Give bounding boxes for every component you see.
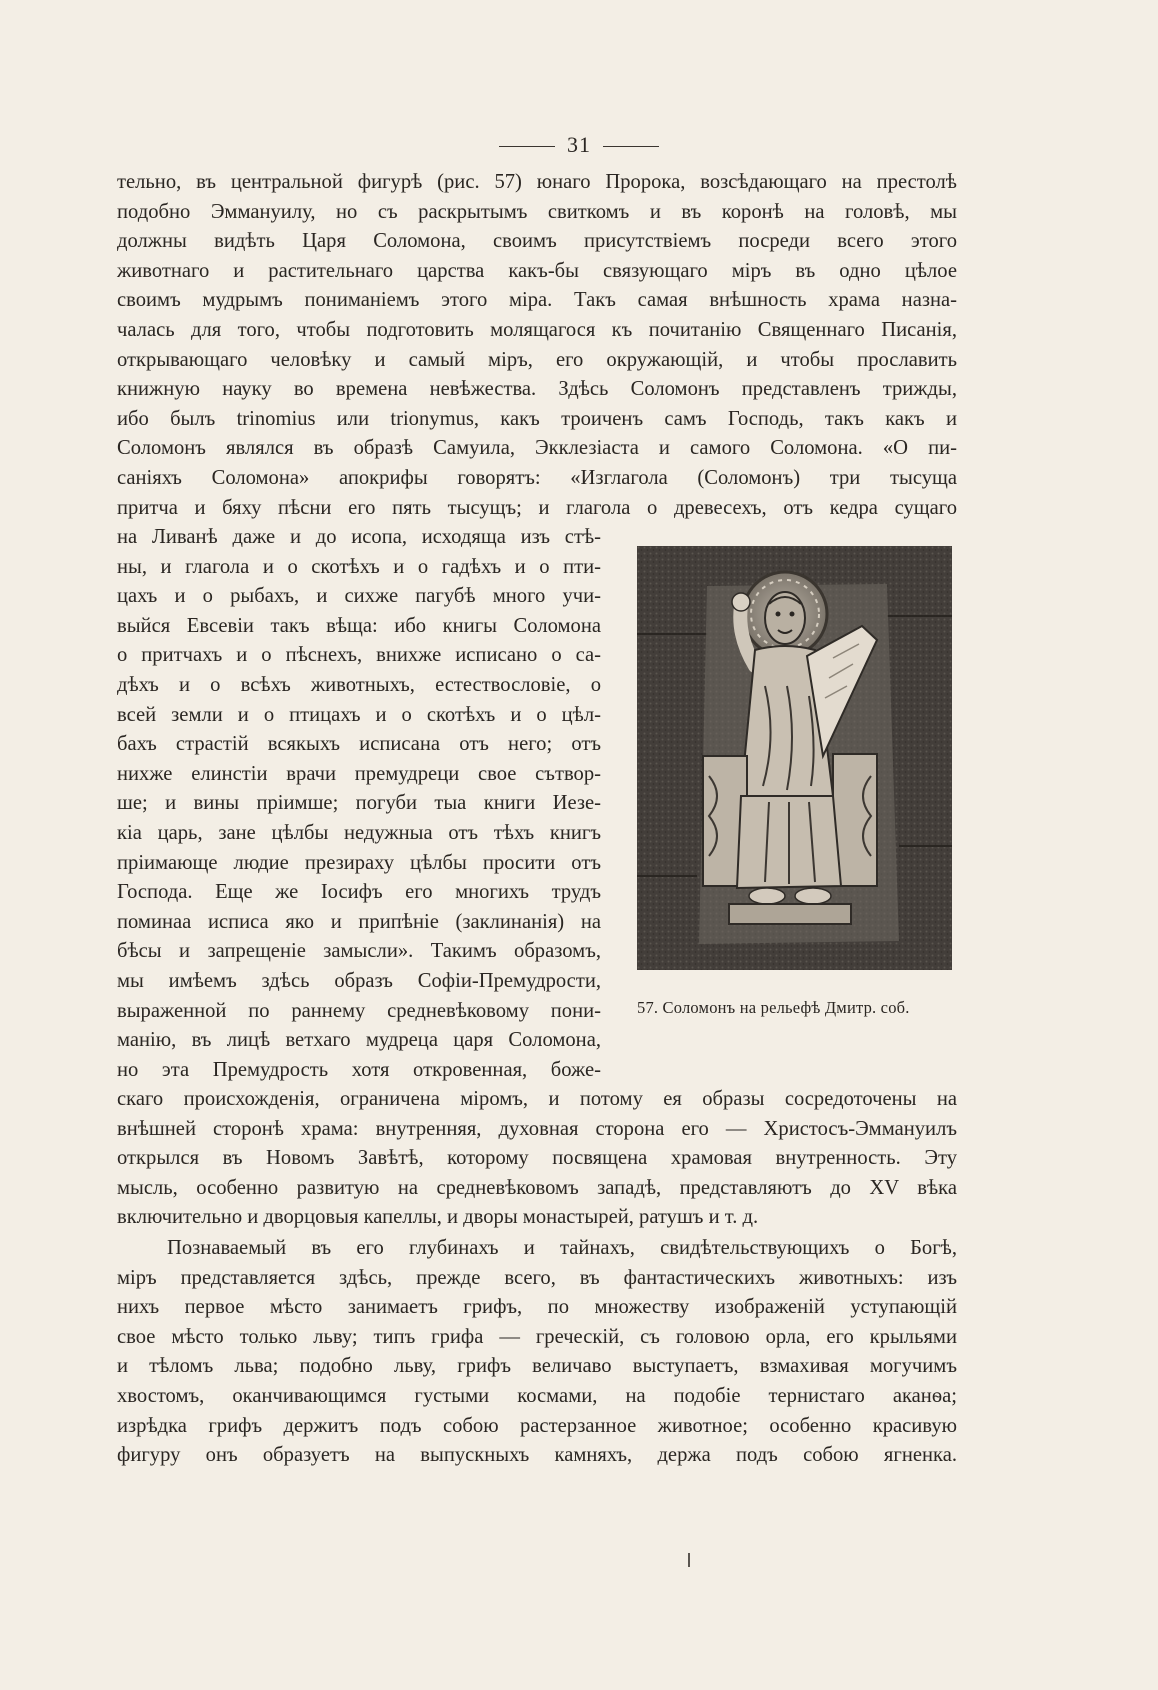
text-line: фигуру онъ образуетъ на выпускныхъ камняхъ, держа подъ собою ягненка. (117, 1444, 957, 1467)
text-line: Познаваемый въ его глубинахъ и тайнахъ, свидѣтельствующихъ о Богѣ, (167, 1237, 957, 1259)
text-line: своимъ мудрымъ пониманіемъ этого міра. Такъ самая внѣшность храма назна- (117, 289, 957, 312)
text-line: свое мѣсто только льву; типъ грифа — греческій, съ головою орла, его крыльями (117, 1325, 957, 1348)
text-line: притча и бяху пѣсни его пять тысущъ; и глагола о древесехъ, отъ кедра сущаго (117, 496, 957, 519)
text-line: пріимающе людие презираху цѣлбы просити отъ (117, 851, 601, 874)
text-line: міръ представляется здѣсь, прежде всего, въ фантастическихъ животныхъ: изъ (117, 1266, 957, 1289)
text-line: подобно Эммануилу, но съ раскрытымъ свиткомъ и въ коронѣ на головѣ, мы (117, 200, 957, 223)
text-line: манію, въ лицѣ ветхаго мудреца царя Соломона, (117, 1029, 601, 1052)
text-line: всей земли и о птицахъ и о скотѣхъ и о цѣл- (117, 703, 601, 726)
text-line: но эта Премудрость хотя откровенная, боже- (117, 1058, 601, 1081)
text-line: на Ливанѣ даже и до исопа, исходяща изъ стѣ- (117, 526, 601, 548)
text-line: книжную науку во времена невѣжества. Здѣсь Соломонъ представленъ трижды, (117, 378, 957, 401)
text-line: Соломонъ являлся въ образѣ Самуила, Экклезіаста и самого Соломона. «О пи- (117, 437, 957, 460)
text-line: Господа. Еще же Іосифъ его многихъ трудъ (117, 881, 601, 904)
text-line: и тѣломъ льва; подобно льву, грифъ величаво выступаетъ, взмахивая могучимъ (117, 1355, 957, 1378)
text-line: нихже елинстіи врачи премудреци свое сътвор- (117, 762, 601, 785)
text-line: выраженной по раннему средневѣковому пони- (117, 999, 601, 1022)
text-line: открывающаго человѣку и самый міръ, его окружающій, и чтобы прославить (117, 348, 957, 371)
text-line: изрѣдка грифъ держитъ подъ собою растерзанное животное; особенно красивую (117, 1414, 957, 1437)
page-number (0, 132, 1158, 158)
text-line: чалась для того, чтобы подготовить молящагося къ почитанію Священнаго Писанія, (117, 318, 957, 341)
text-line: кіа царь, зане цѣлбы недужныа отъ тѣхъ книгъ (117, 821, 601, 844)
text-line: ны, и глагола и о скотѣхъ и о гадѣхъ и о пти- (117, 555, 601, 578)
text-line: хвостомъ, оканчивающимся густыми космами, на подобіе тернистаго аканѳа; (117, 1384, 957, 1407)
text-line: саніяхъ Соломона» апокрифы говорятъ: «Изглагола (Соломонъ) три тысуща (117, 466, 957, 489)
text-line: тельно, въ центральной фигурѣ (рис. 57) юнаго Пророка, возсѣдающаго на престолѣ (117, 171, 957, 193)
relief-solomon-image (637, 546, 952, 970)
text-line: ибо былъ trinomius или trionymus, какъ троиченъ самъ Господь, такъ какъ и (117, 407, 957, 430)
text-line: цахъ и о рыбахъ, и сихже пагубѣ много учи- (117, 585, 601, 608)
text-line: нихъ первое мѣсто занимаетъ грифъ, по множеству изображеній уступающій (117, 1296, 957, 1319)
text-line: дѣхъ и о всѣхъ животныхъ, естествословіе, о (117, 673, 601, 696)
text-line: скаго происхожденія, ограничена міромъ, и потому ея образы сосредоточены на (117, 1088, 957, 1110)
text-line: включительно и дворцовыя капеллы, и дворы монастырей, ратушъ и т. д. (117, 1206, 759, 1229)
text-line: выйся Евсевіи такъ вѣща: ибо книгы Соломона (117, 614, 601, 637)
text-line: бахъ страстій всякыхъ исписана отъ него; отъ (117, 733, 601, 756)
text-line: ше; и вины пріимше; погуби тыа книги Иезе- (117, 792, 601, 815)
relief-illustration (637, 546, 952, 970)
text-line: должны видѣть Царя Соломона, своимъ присутствіемъ посреди всего этого (117, 230, 957, 253)
page-number-rule-right (603, 146, 659, 147)
text-line: поминаа исписа яко и припѣніе (заклинанія) на (117, 910, 601, 933)
text-line: мысль, особенно развитую на средневѣковомъ западѣ, представляютъ до XV вѣка (117, 1176, 957, 1199)
paragraph-2 (117, 1234, 957, 1471)
page-number-rule-left (499, 146, 555, 147)
text-line: внѣшней сторонѣ храма: внутренняя, духовная сторона его — Христосъ-Эммануилъ (117, 1117, 957, 1140)
text-line: открылся въ Новомъ Завѣтѣ, которому посвящена храмовая внутренность. Эту (117, 1147, 957, 1170)
paragraph-1-top (117, 168, 957, 523)
text-line: мы имѣемъ здѣсь образъ Софіи-Премудрости, (117, 969, 601, 992)
page-mark (688, 1553, 690, 1567)
paragraph-1-narrow (117, 523, 601, 1085)
figure-caption: 57. Соломонъ на рельефѣ Дмитр. соб. (637, 998, 910, 1017)
text-line: о притчахъ и о пѣснехъ, вниxже исписано о са- (117, 644, 601, 667)
text-line: бѣсы и запрещеніе замысли». Такимъ образомъ, (117, 940, 601, 963)
page-number-text: 31 (567, 132, 591, 157)
paragraph-1-bottom (117, 1085, 957, 1233)
text-line: животнаго и растительнаго царства какъ-бы связующаго міръ въ одно цѣлое (117, 259, 957, 282)
